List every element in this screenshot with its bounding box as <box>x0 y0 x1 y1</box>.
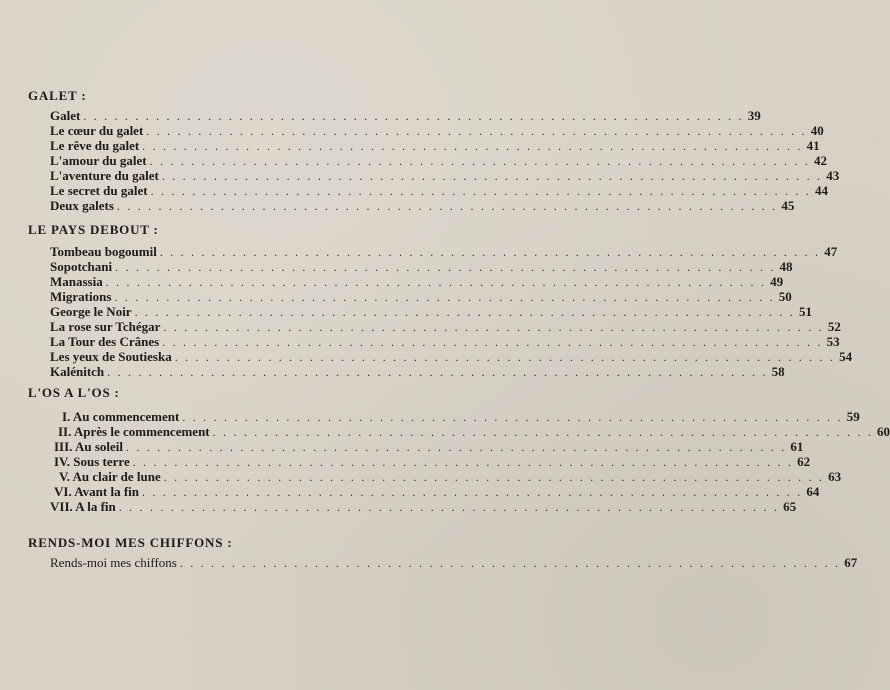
entry-title: Le cœur du galet <box>50 123 144 138</box>
toc-entry <box>50 499 797 514</box>
entry-title: Sopotchani <box>50 259 113 274</box>
entry-page-number: 62 <box>797 454 811 469</box>
dot-leader: . . . . . . . . . . . . . . . . . . . . . . . . . . . . . . . . . . . . . . . . . . . . . . . . . . . . . . . . . . . . . . . . <box>179 556 841 570</box>
toc-entry <box>50 244 838 259</box>
toc-entry <box>59 469 842 484</box>
entry-page-number: 43 <box>826 168 840 183</box>
dot-leader: . . . . . . . . . . . . . . . . . . . . . . . . . . . . . . . . . . . . . . . . . . . . . . . . . . . . . . . . . . . . . . . . <box>142 485 803 499</box>
dot-leader: . . . . . . . . . . . . . . . . . . . . . . . . . . . . . . . . . . . . . . . . . . . . . . . . . . . . . . . . . . . . . . . . <box>174 350 836 364</box>
entry-title: VII. A la fin <box>50 499 116 514</box>
dot-leader: . . . . . . . . . . . . . . . . . . . . . . . . . . . . . . . . . . . . . . . . . . . . . . . . . . . . . . . . . . . . . . . . <box>126 440 787 454</box>
entry-page-number: 47 <box>824 244 838 259</box>
section-heading: RENDS-MOI MES CHIFFONS : <box>28 535 233 550</box>
toc-entry <box>50 364 785 379</box>
entry-title: Le secret du galet <box>50 183 148 198</box>
entry-title: La Tour des Crânes <box>50 334 160 349</box>
entry-page-number: 49 <box>770 274 784 289</box>
entry-title: Deux galets <box>50 198 114 213</box>
section-heading: L'OS A L'OS : <box>28 385 120 400</box>
dot-leader: . . . . . . . . . . . . . . . . . . . . . . . . . . . . . . . . . . . . . . . . . . . . . . . . . . . . . . . . . . . . . . . . <box>114 290 775 304</box>
entry-title: L'aventure du galet <box>50 168 159 183</box>
toc-entry <box>50 304 812 319</box>
section-heading: LE PAYS DEBOUT : <box>28 222 159 237</box>
dot-leader: . . . . . . . . . . . . . . . . . . . . . . . . . . . . . . . . . . . . . . . . . . . . . . . . . . . . . . . . . . . . . . . . <box>116 199 778 213</box>
entry-title: Les yeux de Soutieska <box>50 349 172 364</box>
entry-title: Galet <box>50 108 81 123</box>
entry-title: Tombeau bogoumil <box>50 244 157 259</box>
toc-entry <box>50 168 840 183</box>
section-heading: GALET : <box>28 88 87 103</box>
entry-page-number: 45 <box>781 198 795 213</box>
dot-leader: . . . . . . . . . . . . . . . . . . . . . . . . . . . . . . . . . . . . . . . . . . . . . . . . . . . . . . . . . . . . . . . . <box>150 184 812 198</box>
entry-page-number: 54 <box>839 349 853 364</box>
entry-title: III. Au soleil <box>54 439 123 454</box>
entry-page-number: 51 <box>798 304 812 319</box>
dot-leader: . . . . . . . . . . . . . . . . . . . . . . . . . . . . . . . . . . . . . . . . . . . . . . . . . . . . . . . . . . . . . . . . <box>149 154 810 168</box>
entry-page-number: 39 <box>747 108 761 123</box>
toc-entry <box>50 138 820 153</box>
entry-title: VI. Avant la fin <box>54 484 139 499</box>
entry-page-number: 67 <box>844 555 858 570</box>
dot-leader: . . . . . . . . . . . . . . . . . . . . . . . . . . . . . . . . . . . . . . . . . . . . . . . . . . . . . . . . . . . . . . . . <box>161 169 823 183</box>
entry-title: I. Au commencement <box>62 409 180 424</box>
toc-entry <box>50 198 795 213</box>
entry-page-number: 44 <box>815 183 829 198</box>
entry-page-number: 41 <box>806 138 820 153</box>
dot-leader: . . . . . . . . . . . . . . . . . . . . . . . . . . . . . . . . . . . . . . . . . . . . . . . . . . . . . . . . . . . . . . . . <box>83 109 744 123</box>
dot-leader: . . . . . . . . . . . . . . . . . . . . . . . . . . . . . . . . . . . . . . . . . . . . . . . . . . . . . . . . . . . . . . . . <box>132 455 794 469</box>
toc-entry <box>50 319 841 334</box>
dot-leader: . . . . . . . . . . . . . . . . . . . . . . . . . . . . . . . . . . . . . . . . . . . . . . . . . . . . . . . . . . . . . . . . <box>115 260 776 274</box>
dot-leader: . . . . . . . . . . . . . . . . . . . . . . . . . . . . . . . . . . . . . . . . . . . . . . . . . . . . . . . . . . . . . . . . <box>162 335 823 349</box>
dot-leader: . . . . . . . . . . . . . . . . . . . . . . . . . . . . . . . . . . . . . . . . . . . . . . . . . . . . . . . . . . . . . . . . <box>212 425 874 439</box>
dot-leader: . . . . . . . . . . . . . . . . . . . . . . . . . . . . . . . . . . . . . . . . . . . . . . . . . . . . . . . . . . . . . . . . <box>134 305 795 319</box>
entry-page-number: 52 <box>827 319 841 334</box>
entry-page-number: 42 <box>813 153 827 168</box>
entry-title: L'amour du galet <box>50 153 147 168</box>
entry-page-number: 61 <box>790 439 804 454</box>
entry-title: Rends-moi mes chiffons <box>50 555 177 570</box>
entry-title: Migrations <box>50 289 112 304</box>
toc-entry <box>50 183 829 198</box>
dot-leader: . . . . . . . . . . . . . . . . . . . . . . . . . . . . . . . . . . . . . . . . . . . . . . . . . . . . . . . . . . . . . . . . <box>146 124 807 138</box>
dot-leader: . . . . . . . . . . . . . . . . . . . . . . . . . . . . . . . . . . . . . . . . . . . . . . . . . . . . . . . . . . . . . . . . <box>105 275 767 289</box>
entry-title: II. Après le commencement <box>58 424 210 439</box>
entry-title: Kalénitch <box>50 364 105 379</box>
entry-title: La rose sur Tchégar <box>50 319 161 334</box>
entry-page-number: 50 <box>778 289 792 304</box>
entry-page-number: 40 <box>810 123 824 138</box>
toc-entry <box>54 484 820 499</box>
toc-entry <box>50 123 824 138</box>
entry-title: V. Au clair de lune <box>59 469 161 484</box>
dot-leader: . . . . . . . . . . . . . . . . . . . . . . . . . . . . . . . . . . . . . . . . . . . . . . . . . . . . . . . . . . . . . . . . <box>182 410 843 424</box>
toc-entry <box>50 349 853 364</box>
toc-entry <box>50 555 858 570</box>
toc-entry <box>54 439 804 454</box>
entry-page-number: 48 <box>779 259 793 274</box>
entry-page-number: 59 <box>846 409 860 424</box>
entry-title: IV. Sous terre <box>54 454 130 469</box>
toc-entry <box>50 334 840 349</box>
toc-entry <box>50 289 792 304</box>
toc-entry <box>50 259 793 274</box>
dot-leader: . . . . . . . . . . . . . . . . . . . . . . . . . . . . . . . . . . . . . . . . . . . . . . . . . . . . . . . . . . . . . . . . <box>159 245 821 259</box>
dot-leader: . . . . . . . . . . . . . . . . . . . . . . . . . . . . . . . . . . . . . . . . . . . . . . . . . . . . . . . . . . . . . . . . <box>163 320 824 334</box>
entry-title: Manassia <box>50 274 103 289</box>
entry-page-number: 53 <box>826 334 840 349</box>
entry-page-number: 58 <box>771 364 785 379</box>
dot-leader: . . . . . . . . . . . . . . . . . . . . . . . . . . . . . . . . . . . . . . . . . . . . . . . . . . . . . . . . . . . . . . . . <box>163 470 825 484</box>
dot-leader: . . . . . . . . . . . . . . . . . . . . . . . . . . . . . . . . . . . . . . . . . . . . . . . . . . . . . . . . . . . . . . . . <box>142 139 803 153</box>
entry-page-number: 64 <box>806 484 820 499</box>
toc-entry <box>50 108 761 123</box>
dot-leader: . . . . . . . . . . . . . . . . . . . . . . . . . . . . . . . . . . . . . . . . . . . . . . . . . . . . . . . . . . . . . . . . <box>118 500 780 514</box>
toc-entry <box>58 424 890 439</box>
entry-page-number: 65 <box>783 499 797 514</box>
toc-entry <box>54 454 811 469</box>
toc-entry <box>50 153 827 168</box>
entry-title: George le Noir <box>50 304 132 319</box>
entry-page-number: 60 <box>877 424 890 439</box>
toc-entry <box>62 409 860 424</box>
dot-leader: . . . . . . . . . . . . . . . . . . . . . . . . . . . . . . . . . . . . . . . . . . . . . . . . . . . . . . . . . . . . . . . . <box>107 365 768 379</box>
toc-entry <box>50 274 784 289</box>
entry-page-number: 63 <box>828 469 842 484</box>
entry-title: Le rêve du galet <box>50 138 140 153</box>
